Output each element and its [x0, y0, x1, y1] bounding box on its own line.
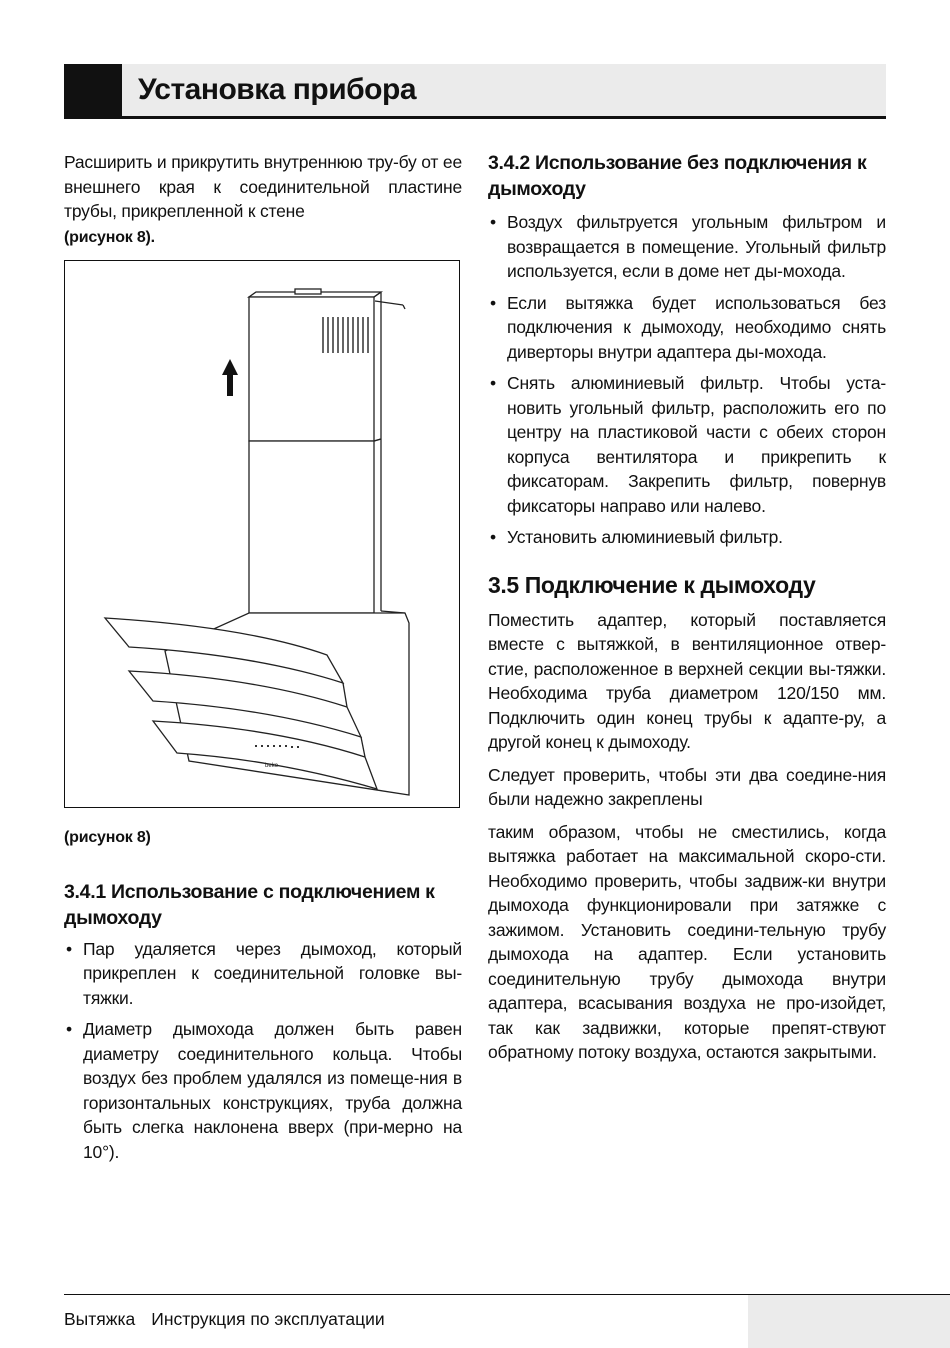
- section-341-list: [64, 937, 462, 1165]
- intro-text: Расширить и прикрутить внутреннюю тру-бу от ее внешнего края к соединительной пластине трубы, прикрепленной к стене: [64, 152, 462, 221]
- left-column: [64, 150, 462, 1171]
- list-item: • Воздух фильтруется угольным фильтром и возвращается в помещение. Угольный фильтр используется, если в доме нет ды-мохода.: [490, 212, 886, 281]
- page-title: Установка прибора: [138, 73, 417, 106]
- bullet-icon: •: [490, 527, 496, 547]
- right-column: [488, 150, 886, 1065]
- footer-page-box: [748, 1295, 950, 1348]
- section-342-list: [488, 210, 886, 550]
- section-342-title: 3.4.2 Использование без подключения к дымоходу: [488, 152, 867, 200]
- hood-illustration: [65, 261, 461, 809]
- list-item: • Пар удаляется через дымоход, который прикреплен к соединительной головке вы-тяжки.: [66, 938, 462, 1008]
- bullet-icon: •: [490, 212, 496, 232]
- figure-caption: (рисунок 8): [64, 829, 151, 846]
- brand-label: beko: [265, 763, 279, 769]
- footer-doc-title: Инструкция по эксплуатации: [151, 1309, 385, 1329]
- footer: [64, 1307, 385, 1331]
- intro-figure-ref: (рисунок 8).: [64, 228, 155, 246]
- header-block: [64, 64, 122, 116]
- section-35-paragraph: Поместить адаптер, который поставляется вместе с вытяжкой, в вентиляционное отвер-стие, расположенное в верхней секции вы-тяжки. Необходима труба диаметром 120/150 мм. Подключить один конец трубы к адапте-ру, а другой конец к дымоходу.: [488, 609, 886, 752]
- bullet-icon: •: [66, 938, 72, 959]
- list-item: • Диаметр дымохода должен быть равен диаметру соединительного кольца. Чтобы воздух без проблем удалялся из помеще-ния в горизонтальных конструкциях, труба должна быть слегка наклонена вверх (при-мерно на 10°).: [66, 1019, 462, 1162]
- list-item: • Снять алюминиевый фильтр. Чтобы уста-новить угольный фильтр, расположить его по центру на пластиковой части с обеих сторон корпуса вентилятора и прикрепить к фиксаторам. Закрепить фильтр, повернув фиксаторы направо или налево.: [490, 373, 886, 516]
- section-35-title: 3.5 Подключение к дымоходу: [488, 571, 816, 598]
- section-35-paragraph: таким образом, чтобы не сместились, когда вытяжка работает на максимальной скоро-сти. Необходимо проверить, чтобы задвиж-ки внутри дымохода функционировали при затяжке с зажимом. Установить соедини-тельную трубу дымохода на адаптер. Если установить соединительную трубу дымохода внутри адаптера, всасывания воздуха не про-изойдет, так как задвижки, которые препят-ствуют обратному потоку воздуха, остаются закрытыми.: [488, 821, 886, 1062]
- bullet-icon: •: [490, 292, 496, 313]
- up-arrow-icon: [222, 359, 238, 396]
- bullet-icon: •: [490, 373, 496, 393]
- section-341-title: 3.4.1 Использование с подключением к дымоходу: [64, 880, 435, 929]
- list-item: • Установить алюминиевый фильтр.: [488, 525, 886, 550]
- bullet-icon: •: [66, 1019, 72, 1039]
- intro-paragraph: [64, 150, 462, 250]
- figure-8: [64, 260, 460, 808]
- lower-chimney: [249, 439, 381, 613]
- footer-product: Вытяжка: [64, 1309, 136, 1329]
- hood-body: [105, 611, 409, 795]
- page-header: [64, 64, 886, 119]
- section-35-paragraph: Следует проверить, чтобы эти два соедине-ния были надежно закреплены: [488, 764, 886, 809]
- list-item: • Если вытяжка будет использоваться без подключения к дымоходу, необходимо снять диверторы внутри адаптера ды-мохода.: [490, 292, 886, 362]
- upper-chimney: [249, 292, 381, 441]
